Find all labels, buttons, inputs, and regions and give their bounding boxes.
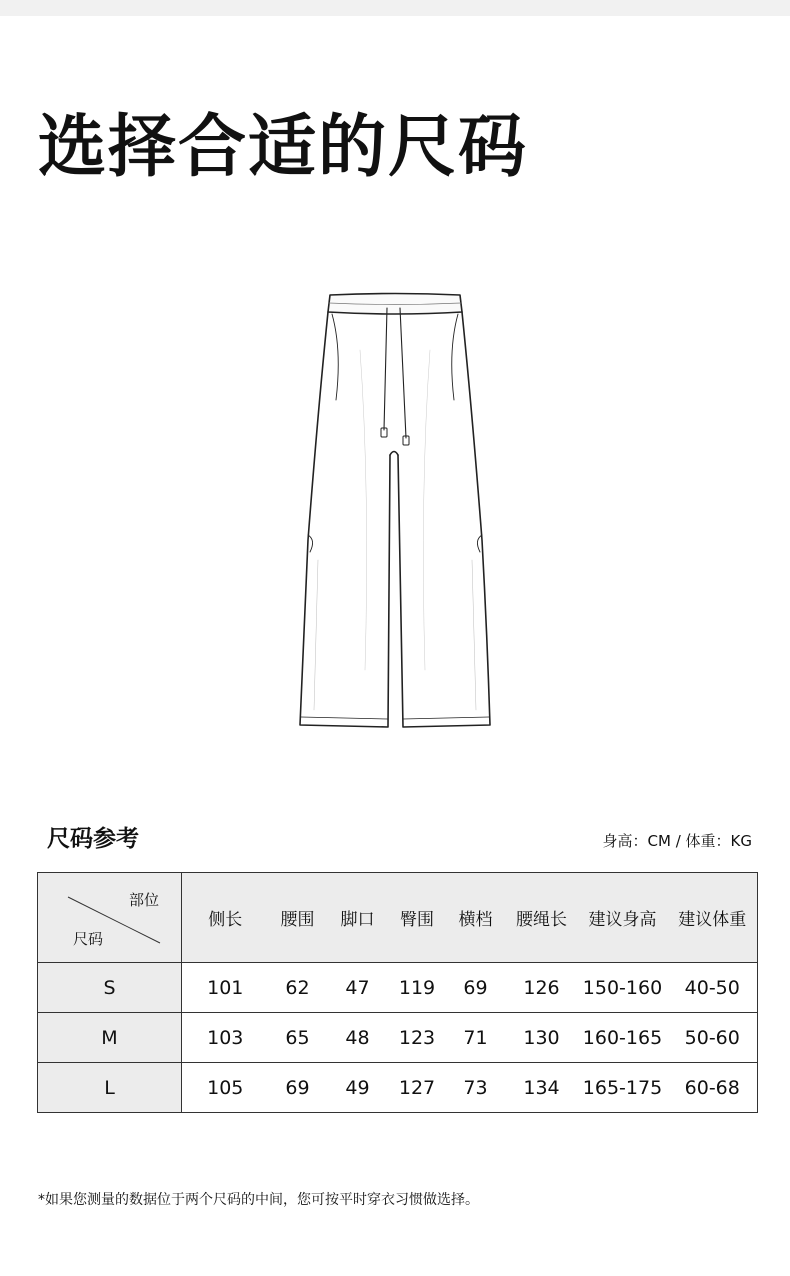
table-cell: 165-175 — [578, 1063, 668, 1113]
pants-icon — [290, 290, 500, 735]
table-cell: 101 — [182, 963, 269, 1013]
table-cell: 50-60 — [668, 1013, 758, 1063]
column-header: 腰绳长 — [506, 873, 578, 963]
column-header: 建议身高 — [578, 873, 668, 963]
corner-label-part: 部位 — [128, 891, 159, 909]
table-row — [38, 1013, 758, 1063]
corner-label-size: 尺码 — [73, 930, 104, 948]
table-cell: 60-68 — [668, 1063, 758, 1113]
table-cell: 69 — [269, 1063, 327, 1113]
table-cell: 123 — [389, 1013, 446, 1063]
table-row — [38, 963, 758, 1013]
table-cell: 160-165 — [578, 1013, 668, 1063]
corner-cell — [38, 873, 182, 963]
units-note: 身高：CM / 体重：KG — [602, 832, 752, 850]
diagonal-line — [38, 873, 182, 962]
table-cell: 126 — [506, 963, 578, 1013]
table-cell: 49 — [327, 1063, 389, 1113]
table-cell: 119 — [389, 963, 446, 1013]
table-cell: 71 — [446, 1013, 506, 1063]
header-row — [38, 873, 758, 963]
table-cell: 127 — [389, 1063, 446, 1113]
table-cell: 130 — [506, 1013, 578, 1063]
column-header: 侧长 — [182, 873, 269, 963]
footnote: *如果您测量的数据位于两个尺码的中间，您可按平时穿衣习惯做选择。 — [38, 1192, 479, 1208]
column-header: 横档 — [446, 873, 506, 963]
size-chart-table — [37, 872, 758, 1113]
table-cell: 65 — [269, 1013, 327, 1063]
column-header: 臀围 — [389, 873, 446, 963]
table-cell: 40-50 — [668, 963, 758, 1013]
table-cell: 150-160 — [578, 963, 668, 1013]
table-row — [38, 1063, 758, 1113]
page-title: 选择合适的尺码 — [38, 108, 529, 187]
table-cell: 134 — [506, 1063, 578, 1113]
table-cell: 48 — [327, 1013, 389, 1063]
column-header: 脚口 — [327, 873, 389, 963]
table-cell: 73 — [446, 1063, 506, 1113]
section-title: 尺码参考 — [47, 826, 139, 852]
size-label: L — [38, 1063, 182, 1113]
table-cell: 62 — [269, 963, 327, 1013]
size-label: M — [38, 1013, 182, 1063]
column-header: 建议体重 — [668, 873, 758, 963]
size-label: S — [38, 963, 182, 1013]
table-cell: 105 — [182, 1063, 269, 1113]
table-cell: 47 — [327, 963, 389, 1013]
table-cell: 69 — [446, 963, 506, 1013]
table-cell: 103 — [182, 1013, 269, 1063]
top-strip — [0, 0, 790, 16]
column-header: 腰围 — [269, 873, 327, 963]
